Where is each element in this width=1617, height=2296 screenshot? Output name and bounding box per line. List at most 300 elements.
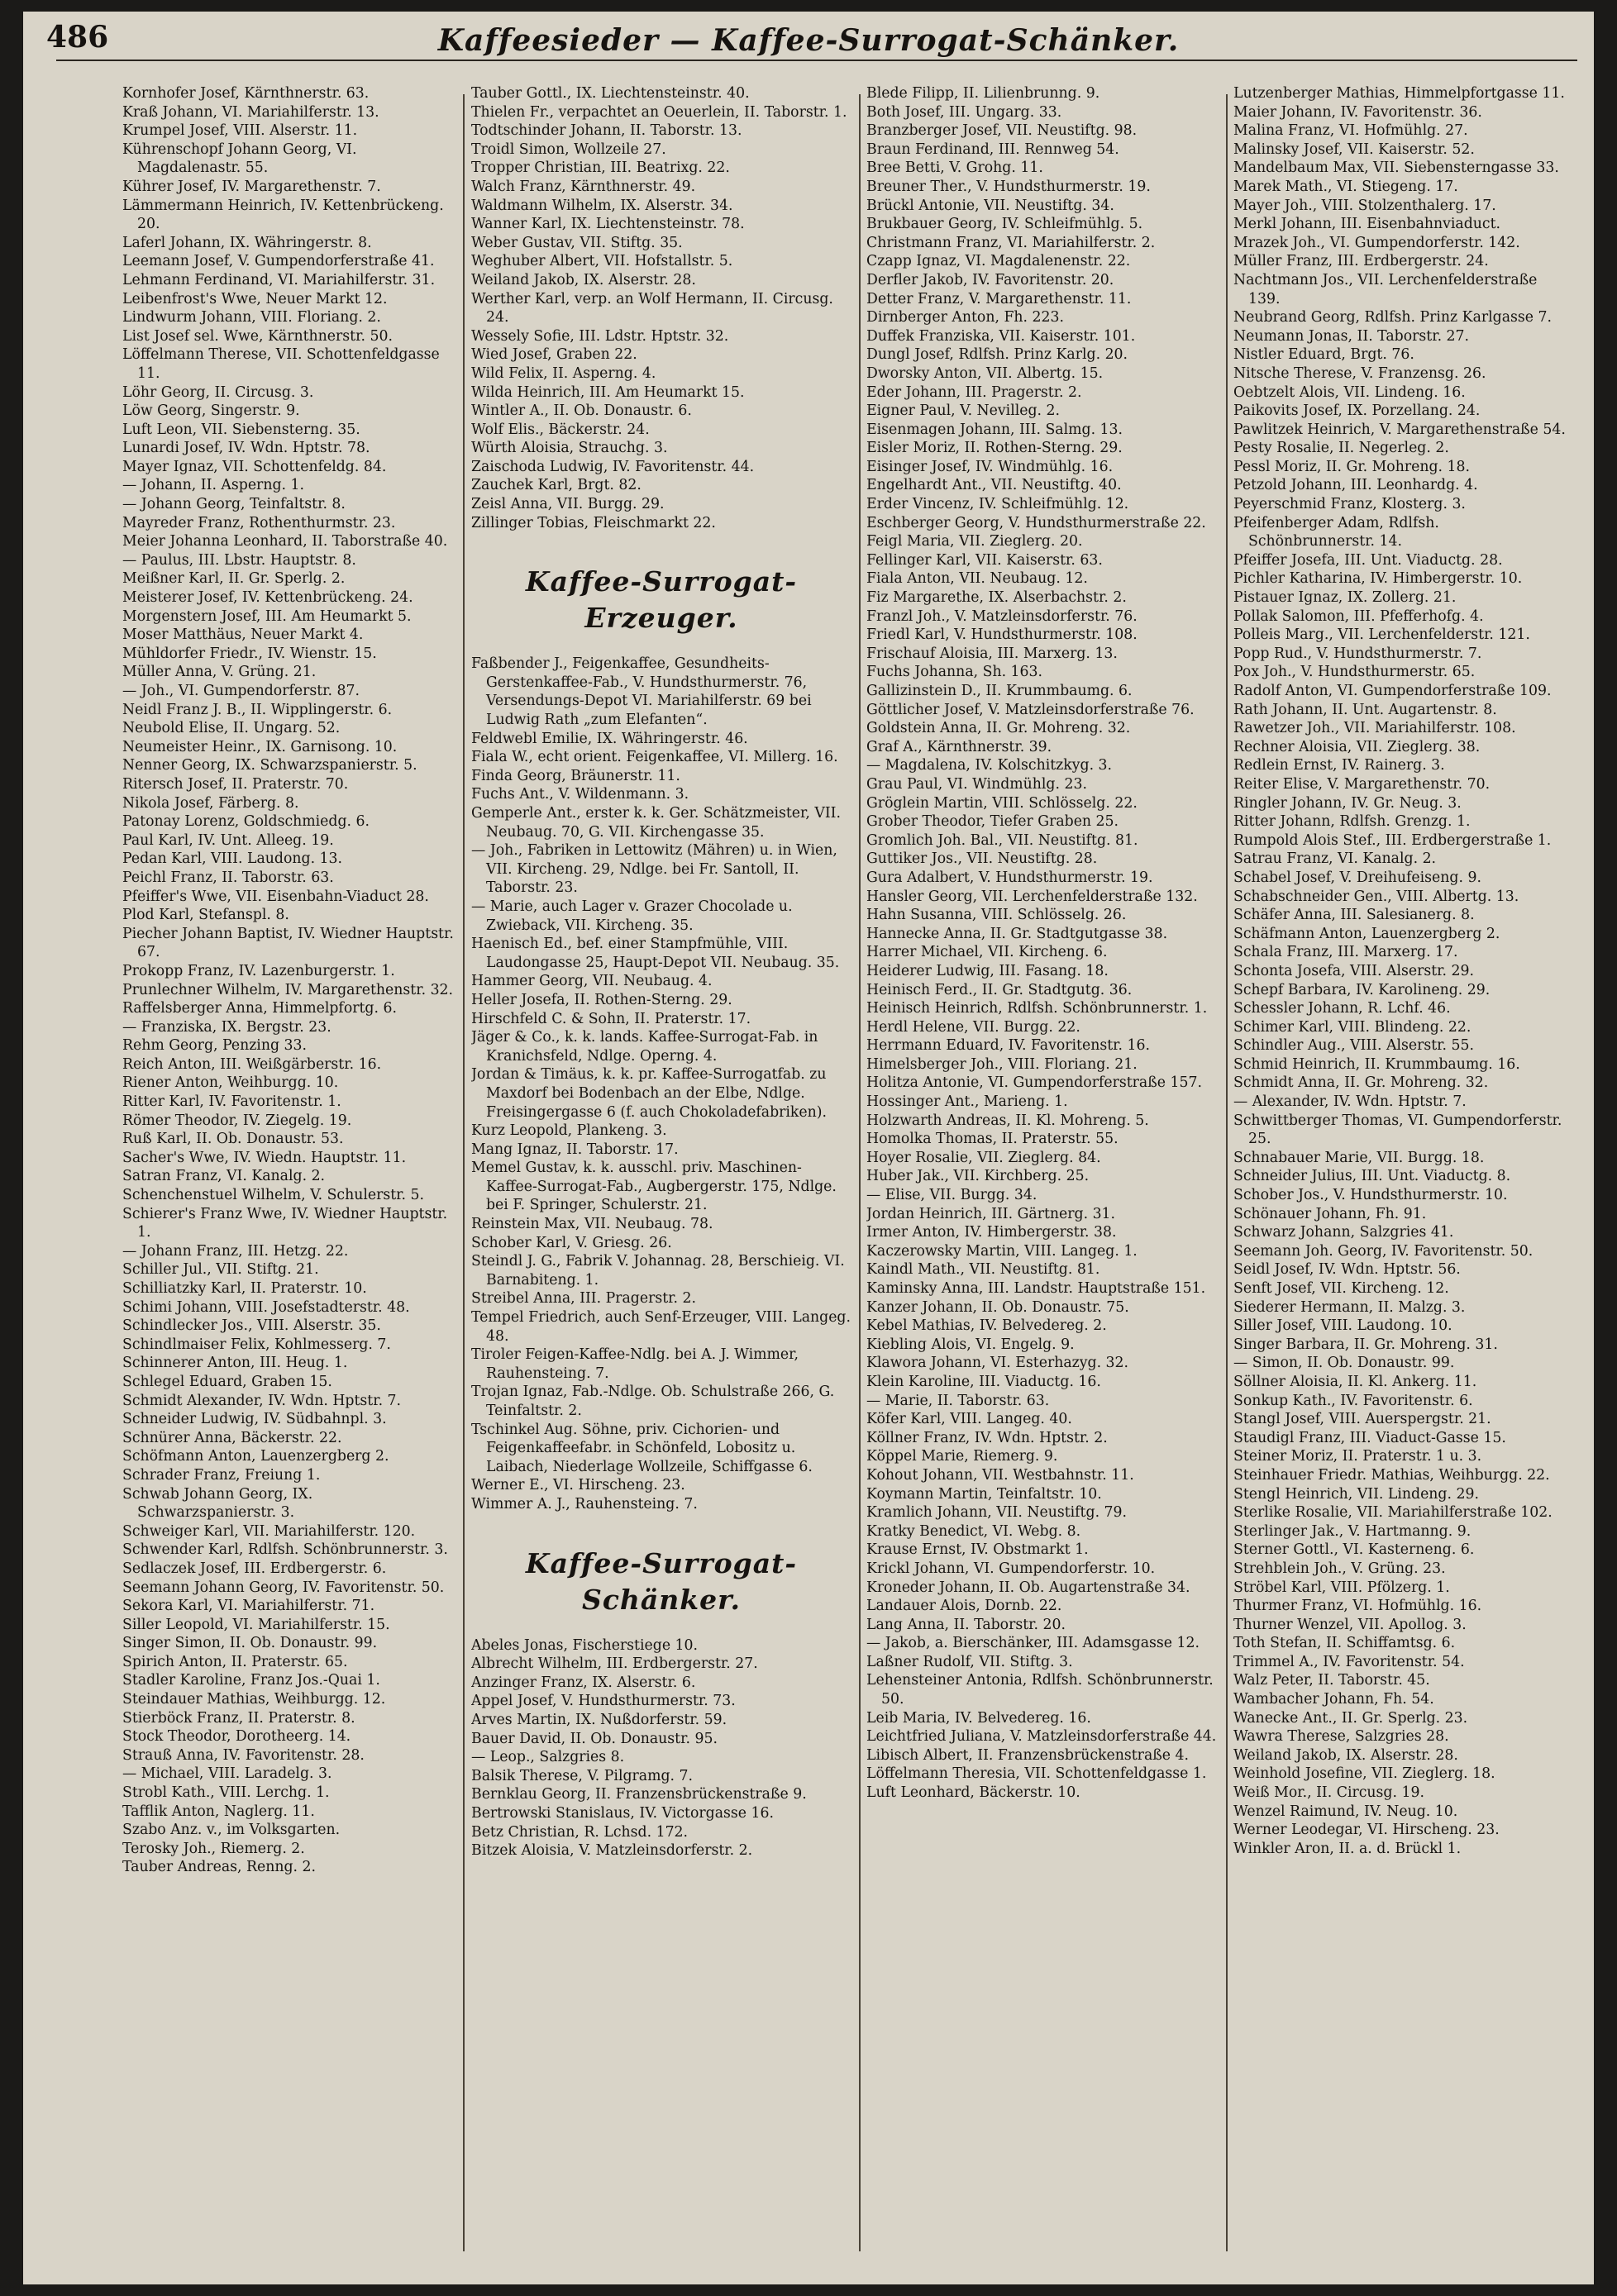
directory-entry: Schindlmaiser Felix, Kohlmesserg. 7. <box>122 1336 391 1353</box>
directory-entry: Eisinger Josef, IV. Windmühlg. 16. <box>866 458 1114 475</box>
directory-entry: Singer Barbara, II. Gr. Mohreng. 31. <box>1233 1336 1498 1353</box>
directory-entry: Köppel Marie, Riemerg. 9. <box>866 1448 1058 1465</box>
directory-entry: Klein Karoline, III. Viaductg. 16. <box>866 1373 1101 1390</box>
directory-entry: Tiroler Feigen-Kaffee-Ndlg. bei A. J. Wimmer, Rauhensteing. 7. <box>471 1346 799 1382</box>
directory-entry: Mrazek Joh., VI. Gumpendorferstr. 142. <box>1233 234 1520 251</box>
directory-entry: Stock Theodor, Dorotheerg. 14. <box>122 1728 351 1746</box>
directory-entry: Lehensteiner Antonia, Rdlfsh. Schönbrunnerstr. 50. <box>866 1672 1214 1708</box>
directory-entry: Pichler Katharina, IV. Himbergerstr. 10. <box>1233 570 1523 588</box>
directory-entry: Gallizinstein D., II. Krummbaumg. 6. <box>866 683 1133 699</box>
directory-entry: Lindwurm Johann, VIII. Floriang. 2. <box>122 309 381 326</box>
directory-entry: Dungl Josef, Rdlfsh. Prinz Karlg. 20. <box>866 346 1128 364</box>
directory-entry: Peyerschmid Franz, Klosterg. 3. <box>1233 496 1466 513</box>
directory-entry: Schober Karl, V. Griesg. 26. <box>471 1234 672 1251</box>
directory-entry: Merkl Johann, III. Eisenbahnviaduct. <box>1233 216 1501 233</box>
directory-entry: Kiebling Alois, VI. Engelg. 9. <box>866 1336 1075 1353</box>
directory-entry: Würth Aloisia, Strauchg. 3. <box>471 440 668 457</box>
directory-entry: Zillinger Tobias, Fleischmarkt 22. <box>471 514 716 531</box>
directory-entry: Schmid Heinrich, II. Krummbaumg. 16. <box>1233 1055 1520 1073</box>
directory-entry: Pox Joh., V. Hundsthurmerstr. 65. <box>1233 664 1476 681</box>
directory-entry: Laßner Rudolf, VII. Stiftg. 3. <box>866 1653 1073 1670</box>
page-number: 486 <box>46 20 109 55</box>
directory-entry: Moser Matthäus, Neuer Markt 4. <box>122 626 364 644</box>
directory-entry: Tropper Christian, III. Beatrixg. 22. <box>471 160 730 177</box>
directory-entry: Tschinkel Aug. Söhne, priv. Cichorien- und Feigenkaffeefabr. in Schönfeld, Lobositz u. Laibach, Niederlage Wollzeile, Schiffgasse 6. <box>471 1421 813 1475</box>
directory-entry: Wimmer A. J., Rauhensteing. 7. <box>471 1495 698 1512</box>
directory-entry: Seidl Josef, IV. Wdn. Hptstr. 56. <box>1233 1261 1461 1279</box>
directory-entry: Reich Anton, III. Weißgärberstr. 16. <box>122 1055 382 1073</box>
directory-entry: Bree Betti, V. Grohg. 11. <box>866 160 1043 177</box>
directory-entry: Schnürer Anna, Bäckerstr. 22. <box>122 1429 342 1446</box>
directory-entry: Schilliatzky Karl, II. Praterstr. 10. <box>122 1280 367 1297</box>
entry-list <box>471 655 851 1513</box>
directory-entry: Schiller Jul., VII. Stiftg. 21. <box>122 1261 319 1279</box>
directory-entry: Schimi Johann, VIII. Josefstadterstr. 48. <box>122 1298 410 1316</box>
directory-entry: Balsik Therese, V. Pilgramg. 7. <box>471 1767 694 1784</box>
directory-entry: Troidl Simon, Wollzeile 27. <box>471 141 666 158</box>
directory-entry: Walch Franz, Kärnthnerstr. 49. <box>471 178 696 195</box>
directory-entry: Pistauer Ignaz, IX. Zollerg. 21. <box>1233 589 1457 607</box>
directory-entry: Eisler Moriz, II. Rothen-Sterng. 29. <box>866 440 1123 457</box>
directory-entry: Terosky Joh., Riemerg. 2. <box>122 1840 305 1857</box>
directory-entry: Wenzel Raimund, IV. Neug. 10. <box>1233 1803 1458 1820</box>
directory-entry: Kaindl Math., VII. Neustiftg. 81. <box>866 1261 1100 1279</box>
directory-entry: Sedlaczek Josef, III. Erdbergerstr. 6. <box>122 1560 387 1577</box>
directory-entry: Trojan Ignaz, Fab.-Ndlge. Ob. Schulstraße 266, G. Teinfaltstr. 2. <box>471 1384 835 1419</box>
directory-entry: Betz Christian, R. Lchsd. 172. <box>471 1823 689 1841</box>
directory-entry: Schierer's Franz Wwe, IV. Wiedner Hauptstr. 1. <box>122 1205 448 1241</box>
directory-entry: Mandelbaum Max, VII. Siebensterngasse 33. <box>1233 160 1559 177</box>
directory-entry: Schinnerer Anton, III. Heug. 1. <box>122 1355 348 1372</box>
directory-entry: Schneider Julius, III. Unt. Viaductg. 8. <box>1233 1168 1511 1185</box>
directory-entry: Neumann Jonas, II. Taborstr. 27. <box>1233 327 1470 345</box>
directory-entry: Stengl Heinrich, VII. Lindeng. 29. <box>1233 1485 1479 1503</box>
directory-entry: Krickl Johann, VI. Gumpendorferstr. 10. <box>866 1560 1156 1577</box>
directory-entry: Wanecke Ant., II. Gr. Sperlg. 23. <box>1233 1709 1468 1727</box>
directory-entry: Hossinger Ant., Marieng. 1. <box>866 1093 1068 1111</box>
directory-entry: Schnabauer Marie, VII. Burgg. 18. <box>1233 1149 1485 1166</box>
directory-entry: Mayer Joh., VIII. Stolzenthalerg. 17. <box>1233 197 1496 214</box>
directory-entry: Fiala W., echt orient. Feigenkaffee, VI. Millerg. 16. <box>471 749 838 766</box>
directory-entry: Gröglein Martin, VIII. Schlösselg. 22. <box>866 794 1138 812</box>
directory-entry: Appel Josef, V. Hundsthurmerstr. 73. <box>471 1693 736 1710</box>
directory-entry: Tafflik Anton, Naglerg. 11. <box>122 1803 315 1820</box>
directory-entry: Löhr Georg, II. Circusg. 3. <box>122 383 314 401</box>
directory-entry: Thurner Wenzel, VII. Apollog. 3. <box>1233 1616 1467 1633</box>
directory-entry: — Magdalena, IV. Kolschitzkyg. 3. <box>866 757 1113 774</box>
directory-entry: Grau Paul, VI. Windmühlg. 23. <box>866 775 1087 793</box>
directory-entry: Schabel Josef, V. Dreihufeiseng. 9. <box>1233 869 1481 886</box>
directory-entry: Meißner Karl, II. Gr. Sperlg. 2. <box>122 570 346 588</box>
directory-entry: Fellinger Karl, VII. Kaiserstr. 63. <box>866 551 1103 569</box>
directory-entry: Schneider Ludwig, IV. Südbahnpl. 3. <box>122 1411 387 1428</box>
directory-entry: Zeisl Anna, VII. Burgg. 29. <box>471 496 665 513</box>
directory-entry: Graf A., Kärnthnerstr. 39. <box>866 738 1052 755</box>
directory-entry: Waldmann Wilhelm, IX. Alserstr. 34. <box>471 197 733 214</box>
directory-entry: Kührenschopf Johann Georg, VI. Magdalenastr. 55. <box>122 141 357 177</box>
directory-entry: Toth Stefan, II. Schiffamtsg. 6. <box>1233 1635 1456 1652</box>
directory-entry: — Johann Georg, Teinfaltstr. 8. <box>122 496 346 513</box>
page-header <box>23 12 1594 69</box>
directory-entry: Schmidt Anna, II. Gr. Mohreng. 32. <box>1233 1074 1489 1092</box>
directory-entry: Paul Karl, IV. Unt. Alleeg. 19. <box>122 831 334 849</box>
directory-entry: Todtschinder Johann, II. Taborstr. 13. <box>471 122 742 140</box>
directory-entry: — Jakob, a. Bierschänker, III. Adamsgasse 12. <box>866 1635 1200 1652</box>
directory-entry: Huber Jak., VII. Kirchberg. 25. <box>866 1168 1090 1185</box>
directory-entry: Göttlicher Josef, V. Matzleinsdorferstraße 76. <box>866 701 1195 718</box>
directory-entry: Schöfmann Anton, Lauenzergberg 2. <box>122 1448 389 1465</box>
directory-entry: Himelsberger Joh., VIII. Floriang. 21. <box>866 1055 1138 1073</box>
directory-entry: Patonay Lorenz, Goldschmiedg. 6. <box>122 813 370 831</box>
directory-entry: Brückl Antonie, VII. Neustiftg. 34. <box>866 197 1114 214</box>
directory-entry: Lunardi Josef, IV. Wdn. Hptstr. 78. <box>122 440 370 457</box>
directory-entry: Franzl Joh., V. Matzleinsdorferstr. 76. <box>866 607 1138 625</box>
directory-entry: Gemperle Ant., erster k. k. Ger. Schätzmeister, VII. Neubaug. 70, G. VII. Kirchengasse 35. <box>471 805 841 841</box>
column-3 <box>866 84 1219 2266</box>
directory-entry: Weiland Jakob, IX. Alserstr. 28. <box>1233 1746 1458 1764</box>
directory-entry: Schabschneider Gen., VIII. Albertg. 13. <box>1233 888 1519 905</box>
directory-entry: Bernklau Georg, II. Franzensbrückenstraße 9. <box>471 1786 807 1803</box>
directory-entry: Nachtmann Jos., VII. Lerchenfelderstraße 139. <box>1233 271 1538 307</box>
directory-entry: Weiland Jakob, IX. Alserstr. 28. <box>471 271 696 288</box>
directory-entry: Fuchs Ant., V. Wildenmann. 3. <box>471 786 689 803</box>
directory-entry: — Simon, II. Ob. Donaustr. 99. <box>1233 1355 1455 1372</box>
directory-entry: Fiz Margarethe, IX. Alserbachstr. 2. <box>866 589 1127 607</box>
directory-entry: Müller Anna, V. Grüng. 21. <box>122 664 317 681</box>
directory-entry: Grober Theodor, Tiefer Graben 25. <box>866 813 1119 831</box>
directory-entry: — Johann Franz, III. Hetzg. 22. <box>122 1242 349 1260</box>
directory-entry: Kramlich Johann, VII. Neustiftg. 79. <box>866 1504 1128 1522</box>
directory-entry: Laferl Johann, IX. Währingerstr. 8. <box>122 234 372 251</box>
directory-entry: Eschberger Georg, V. Hundsthurmerstraße 22. <box>866 514 1206 531</box>
directory-entry: Weghuber Albert, VII. Hofstallstr. 5. <box>471 253 733 270</box>
directory-entry: Satrau Franz, VI. Kanalg. 2. <box>1233 850 1437 868</box>
directory-entry: Piecher Johann Baptist, IV. Wiedner Hauptstr. 67. <box>122 925 454 961</box>
directory-entry: Schindlecker Jos., VIII. Alserstr. 35. <box>122 1317 381 1335</box>
directory-entry: Sacher's Wwe, IV. Wiedn. Hauptstr. 11. <box>122 1149 407 1166</box>
directory-entry: Meier Johanna Leonhard, II. Taborstraße 40. <box>122 533 448 550</box>
directory-entry: — Marie, auch Lager v. Grazer Chocolade u. Zwieback, VII. Kircheng. 35. <box>471 898 793 934</box>
directory-entry: Löw Georg, Singerstr. 9. <box>122 403 300 420</box>
directory-entry: Schepf Barbara, IV. Karolineng. 29. <box>1233 981 1491 998</box>
directory-entry: Steindl J. G., Fabrik V. Johannag. 28, Berschieig. VI. Barnabiteng. 1. <box>471 1253 845 1289</box>
directory-entry: Malinsky Josef, VII. Kaiserstr. 52. <box>1233 141 1475 158</box>
directory-entry: Irmer Anton, IV. Himbergerstr. 38. <box>866 1224 1117 1241</box>
directory-entry: — Leop., Salzgries 8. <box>471 1749 625 1766</box>
directory-entry: Streibel Anna, III. Pragerstr. 2. <box>471 1290 696 1308</box>
directory-entry: Haenisch Ed., bef. einer Stampfmühle, VIII. Laudongasse 25, Haupt-Depot VII. Neubaug. 35. <box>471 936 840 971</box>
directory-entry: Ringler Johann, IV. Gr. Neug. 3. <box>1233 794 1462 812</box>
directory-entry: List Josef sel. Wwe, Kärnthnerstr. 50. <box>122 327 393 345</box>
directory-entry: Peichl Franz, II. Taborstr. 63. <box>122 869 334 886</box>
directory-entry: Strauß Anna, IV. Favoritenstr. 28. <box>122 1746 365 1764</box>
directory-entry: Schonta Josefa, VIII. Alserstr. 29. <box>1233 962 1474 979</box>
directory-entry: Heinisch Heinrich, Rdlfsh. Schönbrunnerstr. 1. <box>866 1000 1208 1017</box>
directory-entry: Kaczerowsky Martin, VIII. Langeg. 1. <box>866 1242 1138 1260</box>
directory-entry: Köllner Franz, IV. Wdn. Hptstr. 2. <box>866 1429 1108 1446</box>
directory-entry: Detter Franz, V. Margarethenstr. 11. <box>866 290 1132 307</box>
directory-entry: Steindauer Mathias, Weihburgg. 12. <box>122 1691 386 1708</box>
directory-entry: — Joh., VI. Gumpendorferstr. 87. <box>122 683 360 699</box>
directory-entry: Sonkup Kath., IV. Favoritenstr. 6. <box>1233 1392 1473 1409</box>
directory-entry: Arves Martin, IX. Nußdorferstr. 59. <box>471 1711 727 1728</box>
directory-entry: Rawetzer Joh., VII. Mariahilferstr. 108. <box>1233 720 1516 737</box>
directory-entry: Krause Ernst, IV. Obstmarkt 1. <box>866 1541 1089 1559</box>
directory-entry: Gura Adalbert, V. Hundsthurmerstr. 19. <box>866 869 1153 886</box>
directory-entry: Siederer Hermann, II. Malzg. 3. <box>1233 1298 1466 1316</box>
directory-entry: Strehblein Joh., V. Grüng. 23. <box>1233 1560 1446 1577</box>
directory-entry: Werner Leodegar, VI. Hirscheng. 23. <box>1233 1822 1500 1839</box>
column-2 <box>471 84 851 2266</box>
directory-entry: Werner E., VI. Hirscheng. 23. <box>471 1477 685 1494</box>
directory-entry: Kraß Johann, VI. Mariahilferstr. 13. <box>122 103 379 121</box>
directory-entry: Römer Theodor, IV. Ziegelg. 19. <box>122 1112 352 1129</box>
entry-list <box>471 1636 851 1860</box>
directory-entry: Feldwebl Emilie, IX. Währingerstr. 46. <box>471 730 748 747</box>
directory-entry: Wild Felix, II. Asperng. 4. <box>471 364 656 382</box>
directory-entry: Hoyer Rosalie, VII. Zieglerg. 84. <box>866 1149 1101 1166</box>
directory-entry: Mayer Ignaz, VII. Schottenfeldg. 84. <box>122 458 387 475</box>
directory-entry: Raffelsberger Anna, Himmelpfortg. 6. <box>122 1000 397 1017</box>
directory-entry: Stangl Josef, VIII. Auerspergstr. 21. <box>1233 1411 1491 1428</box>
directory-entry: Hirschfeld C. & Sohn, II. Praterstr. 17. <box>471 1010 751 1027</box>
directory-entry: — Joh., Fabriken in Lettowitz (Mähren) u. in Wien, VII. Kircheng. 29, Ndlge. bei Fr. Santoll, II. Taborstr. 23. <box>471 842 837 897</box>
directory-entry: Ritersch Josef, II. Praterstr. 70. <box>122 775 349 793</box>
directory-entry: Dirnberger Anton, Fh. 223. <box>866 309 1065 326</box>
directory-entry: Seemann Johann Georg, IV. Favoritenstr. 50. <box>122 1579 445 1596</box>
directory-entry: Schwittberger Thomas, VI. Gumpendorferstr. 25. <box>1233 1112 1562 1148</box>
directory-entry: Holzwarth Andreas, II. Kl. Mohreng. 5. <box>866 1112 1149 1129</box>
directory-entry: Memel Gustav, k. k. ausschl. priv. Maschinen-Kaffee-Surrogat-Fab., Augbergerstr. 175, Ndlge. bei F. Springer, Schulerstr. 21. <box>471 1160 837 1214</box>
directory-entry: Pesty Rosalie, II. Negerleg. 2. <box>1233 440 1449 457</box>
section-heading-line: Kaffee-Surrogat- <box>525 1546 798 1579</box>
directory-entry: Kratky Benedict, VI. Webg. 8. <box>866 1522 1081 1540</box>
directory-entry: Polleis Marg., VII. Lerchenfelderstr. 121. <box>1233 626 1530 644</box>
directory-entry: Eigner Paul, V. Nevilleg. 2. <box>866 403 1061 420</box>
directory-entry: Eisenmagen Johann, III. Salmg. 13. <box>866 421 1123 438</box>
directory-entry: Prunlechner Wilhelm, IV. Margarethenstr. 32. <box>122 981 454 998</box>
directory-entry: Bertrowski Stanislaus, IV. Victorgasse 16. <box>471 1804 774 1822</box>
directory-entry: Tauber Andreas, Renng. 2. <box>122 1859 317 1876</box>
directory-entry: Leichtfried Juliana, V. Matzleinsdorferstraße 44. <box>866 1728 1217 1746</box>
directory-entry: Feigl Maria, VII. Zieglerg. 20. <box>866 533 1083 550</box>
section-heading-surrogat-schaenker <box>471 1546 851 1618</box>
directory-entry: Eder Johann, III. Pragerstr. 2. <box>866 383 1082 401</box>
directory-entry: Rath Johann, II. Unt. Augartenstr. 8. <box>1233 701 1497 718</box>
directory-entry: Lang Anna, II. Taborstr. 20. <box>866 1616 1066 1633</box>
directory-entry: Köfer Karl, VIII. Langeg. 40. <box>866 1411 1072 1428</box>
section-heading-line: Kaffee-Surrogat- <box>525 565 798 598</box>
directory-entry: Jordan & Timäus, k. k. pr. Kaffee-Surrogatfab. zu Maxdorf bei Bodenbach an der Elbe, Ndlge. Freisingergasse 6 (f. auch Chokoladefabriken). <box>471 1066 827 1121</box>
directory-entry: Braun Ferdinand, III. Rennweg 54. <box>866 141 1119 158</box>
directory-entry: Marek Math., VI. Stiegeng. 17. <box>1233 178 1458 195</box>
directory-entry: Koymann Martin, Teinfaltstr. 10. <box>866 1485 1102 1503</box>
directory-entry: Sterlike Rosalie, VII. Mariahilferstraße 102. <box>1233 1504 1553 1522</box>
directory-entry: Winkler Aron, II. a. d. Brückl 1. <box>1233 1840 1462 1857</box>
directory-entry: Walz Peter, II. Taborstr. 45. <box>1233 1672 1430 1689</box>
directory-entry: Siller Josef, VIII. Laudong. 10. <box>1233 1317 1452 1335</box>
directory-entry: Satran Franz, VI. Kanalg. 2. <box>122 1168 326 1185</box>
directory-entry: Nistler Eduard, Brgt. 76. <box>1233 346 1414 364</box>
directory-entry: Sterlinger Jak., V. Hartmanng. 9. <box>1233 1522 1472 1540</box>
directory-entry: Hammer Georg, VII. Neubaug. 4. <box>471 973 713 990</box>
directory-entry: Lutzenberger Mathias, Himmelpfortgasse 11. <box>1233 85 1565 102</box>
directory-entry: Schwarz Johann, Salzgries 41. <box>1233 1224 1454 1241</box>
directory-entry: Hansler Georg, VII. Lerchenfelderstraße 132. <box>866 888 1198 905</box>
directory-entry: Wessely Sofie, III. Ldstr. Hptstr. 32. <box>471 327 729 345</box>
directory-entry: Zaischoda Ludwig, IV. Favoritenstr. 44. <box>471 458 755 475</box>
directory-entry: Heinisch Ferd., II. Gr. Stadtgutg. 36. <box>866 981 1133 998</box>
directory-entry: Petzold Johann, III. Leonhardg. 4. <box>1233 477 1478 494</box>
directory-entry: Engelhardt Ant., VII. Neustiftg. 40. <box>866 477 1122 494</box>
directory-entry: Libisch Albert, II. Franzensbrückenstraße 4. <box>866 1746 1189 1764</box>
directory-entry: Steiner Moriz, II. Praterstr. 1 u. 3. <box>1233 1448 1482 1465</box>
directory-entry: Blede Filipp, II. Lilienbrunng. 9. <box>866 85 1100 102</box>
directory-entry: — Elise, VII. Burgg. 34. <box>866 1187 1037 1204</box>
directory-entry: — Michael, VIII. Laradelg. 3. <box>122 1765 332 1783</box>
directory-entry: Neubrand Georg, Rdlfsh. Prinz Karlgasse 7. <box>1233 309 1552 326</box>
directory-entry: Fiala Anton, VII. Neubaug. 12. <box>866 570 1088 588</box>
directory-entry: — Alexander, IV. Wdn. Hptstr. 7. <box>1233 1093 1467 1111</box>
directory-entry: Tempel Friedrich, auch Senf-Erzeuger, VIII. Langeg. 48. <box>471 1309 851 1345</box>
directory-entry: Gromlich Joh. Bal., VII. Neustiftg. 81. <box>866 831 1138 849</box>
directory-entry: Rumpold Alois Stef., III. Erdbergerstraße 1. <box>1233 831 1552 849</box>
directory-entry: Thurmer Franz, VI. Hofmühlg. 16. <box>1233 1598 1482 1615</box>
entry-list <box>122 84 455 1877</box>
directory-entry: Krumpel Josef, VIII. Alserstr. 11. <box>122 122 358 140</box>
column-4 <box>1233 84 1566 2266</box>
directory-entry: Albrecht Wilhelm, III. Erdbergerstr. 27. <box>471 1655 758 1673</box>
directory-entry: Zauchek Karl, Brgt. 82. <box>471 477 642 494</box>
directory-entry: Müller Franz, III. Erdbergerstr. 24. <box>1233 253 1489 270</box>
directory-entry: Steinhauer Friedr. Mathias, Weihburgg. 22. <box>1233 1466 1550 1484</box>
directory-entry: Kornhofer Josef, Kärnthnerstr. 63. <box>122 85 370 102</box>
column-divider <box>859 94 861 2251</box>
directory-entry: Frischauf Aloisia, III. Marxerg. 13. <box>866 645 1118 662</box>
directory-entry: Schlegel Eduard, Graben 15. <box>122 1373 332 1390</box>
directory-entry: Friedl Karl, V. Hundsthurmerstr. 108. <box>866 626 1138 644</box>
directory-entry: Schäfer Anna, III. Salesianerg. 8. <box>1233 907 1475 924</box>
directory-entry: Paikovits Josef, IX. Porzellang. 24. <box>1233 403 1481 420</box>
directory-entry: Wintler A., II. Ob. Donaustr. 6. <box>471 403 692 420</box>
directory-entry: — Paulus, III. Lbstr. Hauptstr. 8. <box>122 551 356 569</box>
directory-entry: Pfeiffer Josefa, III. Unt. Viaductg. 28. <box>1233 551 1503 569</box>
directory-entry: Trimmel A., IV. Favoritenstr. 54. <box>1233 1653 1465 1670</box>
directory-entry: Schmidt Alexander, IV. Wdn. Hptstr. 7. <box>122 1392 402 1409</box>
directory-entry: Staudigl Franz, III. Viaduct-Gasse 15. <box>1233 1429 1506 1446</box>
section-heading-surrogat-erzeuger <box>471 564 851 636</box>
directory-entry: Redlein Ernst, IV. Rainerg. 3. <box>1233 757 1445 774</box>
column-divider <box>463 94 465 2251</box>
directory-entry: Leib Maria, IV. Belvedereg. 16. <box>866 1709 1091 1727</box>
directory-entry: Bauer David, II. Ob. Donaustr. 95. <box>471 1730 718 1747</box>
directory-entry: Söllner Aloisia, II. Kl. Ankerg. 11. <box>1233 1373 1477 1390</box>
directory-entry: Landauer Alois, Dornb. 22. <box>866 1598 1062 1615</box>
directory-entry: Schrader Franz, Freiung 1. <box>122 1466 321 1484</box>
directory-entry: Schober Jos., V. Hundsthurmerstr. 10. <box>1233 1187 1508 1204</box>
directory-entry: Klawora Johann, VI. Esterhazyg. 32. <box>866 1355 1129 1372</box>
header-rule <box>56 60 1577 61</box>
directory-entry: Radolf Anton, VI. Gumpendorferstraße 109. <box>1233 683 1552 699</box>
directory-entry: Ruß Karl, II. Ob. Donaustr. 53. <box>122 1131 344 1148</box>
directory-entry: Abeles Jonas, Fischerstiege 10. <box>471 1636 699 1654</box>
directory-entry: Pollak Salomon, III. Pfefferhofg. 4. <box>1233 607 1484 625</box>
directory-entry: Branzberger Josef, VII. Neustiftg. 98. <box>866 122 1138 140</box>
directory-entry: Szabo Anz. v., im Volksgarten. <box>122 1822 341 1839</box>
directory-entry: Rehm Georg, Penzing 33. <box>122 1037 308 1055</box>
directory-entry: Rechner Aloisia, VII. Zieglerg. 38. <box>1233 738 1481 755</box>
directory-entry: — Franziska, IX. Bergstr. 23. <box>122 1018 332 1036</box>
directory-entry: Holitza Antonie, VI. Gumpendorferstraße 157. <box>866 1074 1202 1092</box>
directory-entry: Luft Leonhard, Bäckerstr. 10. <box>866 1784 1080 1802</box>
directory-entry: Tauber Gottl., IX. Liechtensteinstr. 40. <box>471 85 750 102</box>
directory-entry: Wambacher Johann, Fh. 54. <box>1233 1691 1434 1708</box>
directory-entry: Harrer Michael, VII. Kircheng. 6. <box>866 944 1108 961</box>
directory-entry: Löffelmann Theresia, VII. Schottenfeldgasse 1. <box>866 1765 1207 1783</box>
directory-entry: Guttiker Jos., VII. Neustiftg. 28. <box>866 850 1098 868</box>
directory-entry: Kührer Josef, IV. Margarethenstr. 7. <box>122 178 381 195</box>
directory-entry: Finda Georg, Bräunerstr. 11. <box>471 767 680 784</box>
directory-entry: Ritter Karl, IV. Favoritenstr. 1. <box>122 1093 341 1111</box>
directory-entry: Schäfmann Anton, Lauenzergberg 2. <box>1233 925 1500 942</box>
directory-entry: Neidl Franz J. B., II. Wipplingerstr. 6. <box>122 701 393 718</box>
directory-entry: Schwender Karl, Rdlfsh. Schönbrunnerstr. 3. <box>122 1541 448 1559</box>
directory-entry: Mang Ignaz, II. Taborstr. 17. <box>471 1141 679 1158</box>
directory-entry: — Marie, II. Taborstr. 63. <box>866 1392 1050 1409</box>
entry-list <box>471 84 851 532</box>
page-title: Kaffeesieder — Kaffee-Surrogat-Schänker. <box>437 23 1180 58</box>
directory-entry: Fuchs Johanna, Sh. 163. <box>866 664 1043 681</box>
directory-entry: Kebel Mathias, IV. Belvedereg. 2. <box>866 1317 1107 1335</box>
directory-entry: Breuner Ther., V. Hundsthurmerstr. 19. <box>866 178 1151 195</box>
directory-entry: Schala Franz, III. Marxerg. 17. <box>1233 944 1458 961</box>
column-1 <box>122 84 455 2266</box>
directory-entry: Heiderer Ludwig, III. Fasang. 18. <box>866 962 1109 979</box>
directory-entry: Ströbel Karl, VIII. Pfölzerg. 1. <box>1233 1579 1450 1596</box>
directory-entry: Popp Rud., V. Hundsthurmerstr. 7. <box>1233 645 1482 662</box>
directory-entry: Strobl Kath., VIII. Lerchg. 1. <box>122 1784 330 1802</box>
directory-entry: Jäger & Co., k. k. lands. Kaffee-Surrogat-Fab. in Kranichsfeld, Ndlge. Operng. 4. <box>471 1029 818 1065</box>
directory-entry: Reiter Elise, V. Margarethenstr. 70. <box>1233 775 1491 793</box>
section-heading-line: Erzeuger. <box>584 602 738 635</box>
directory-entry: Kroneder Johann, II. Ob. Augartenstraße 34. <box>866 1579 1190 1596</box>
directory-entry: Prokopp Franz, IV. Lazenburgerstr. 1. <box>122 962 395 979</box>
directory-entry: Weber Gustav, VII. Stiftg. 35. <box>471 234 683 251</box>
directory-entry: Mühldorfer Friedr., IV. Wienstr. 15. <box>122 645 377 662</box>
directory-entry: Bitzek Aloisia, V. Matzleinsdorferstr. 2. <box>471 1842 753 1860</box>
directory-entry: Plod Karl, Stefanspl. 8. <box>122 907 289 924</box>
directory-entry: Leibenfrost's Wwe, Neuer Markt 12. <box>122 290 388 307</box>
directory-entry: Herrmann Eduard, IV. Favoritenstr. 16. <box>866 1037 1150 1055</box>
directory-entry: Wied Josef, Graben 22. <box>471 346 637 364</box>
directory-entry: Pawlitzek Heinrich, V. Margarethenstraße 54. <box>1233 421 1566 438</box>
entry-list <box>866 84 1219 1803</box>
directory-entry: Weinhold Josefine, VII. Zieglerg. 18. <box>1233 1765 1495 1783</box>
directory-entry: Malina Franz, VI. Hofmühlg. 27. <box>1233 122 1468 140</box>
directory-entry: Kanzer Johann, II. Ob. Donaustr. 75. <box>866 1298 1129 1316</box>
directory-entry: Homolka Thomas, II. Praterstr. 55. <box>866 1131 1119 1148</box>
directory-entry: Maier Johann, IV. Favoritenstr. 36. <box>1233 103 1482 121</box>
directory-entry: Riener Anton, Weihburgg. 10. <box>122 1074 339 1092</box>
directory-entry: Wilda Heinrich, III. Am Heumarkt 15. <box>471 383 745 401</box>
directory-entry: Christmann Franz, VI. Mariahilferstr. 2. <box>866 234 1156 251</box>
directory-entry: Jordan Heinrich, III. Gärtnerg. 31. <box>866 1205 1116 1222</box>
directory-entry: Heller Josefa, II. Rothen-Sterng. 29. <box>471 991 732 1008</box>
directory-entry: Erder Vincenz, IV. Schleifmühlg. 12. <box>866 496 1129 513</box>
directory-entry: Both Josef, III. Ungarg. 33. <box>866 103 1062 121</box>
directory-entry: Hahn Susanna, VIII. Schlösselg. 26. <box>866 907 1127 924</box>
directory-entry: Goldstein Anna, II. Gr. Mohreng. 32. <box>866 720 1131 737</box>
